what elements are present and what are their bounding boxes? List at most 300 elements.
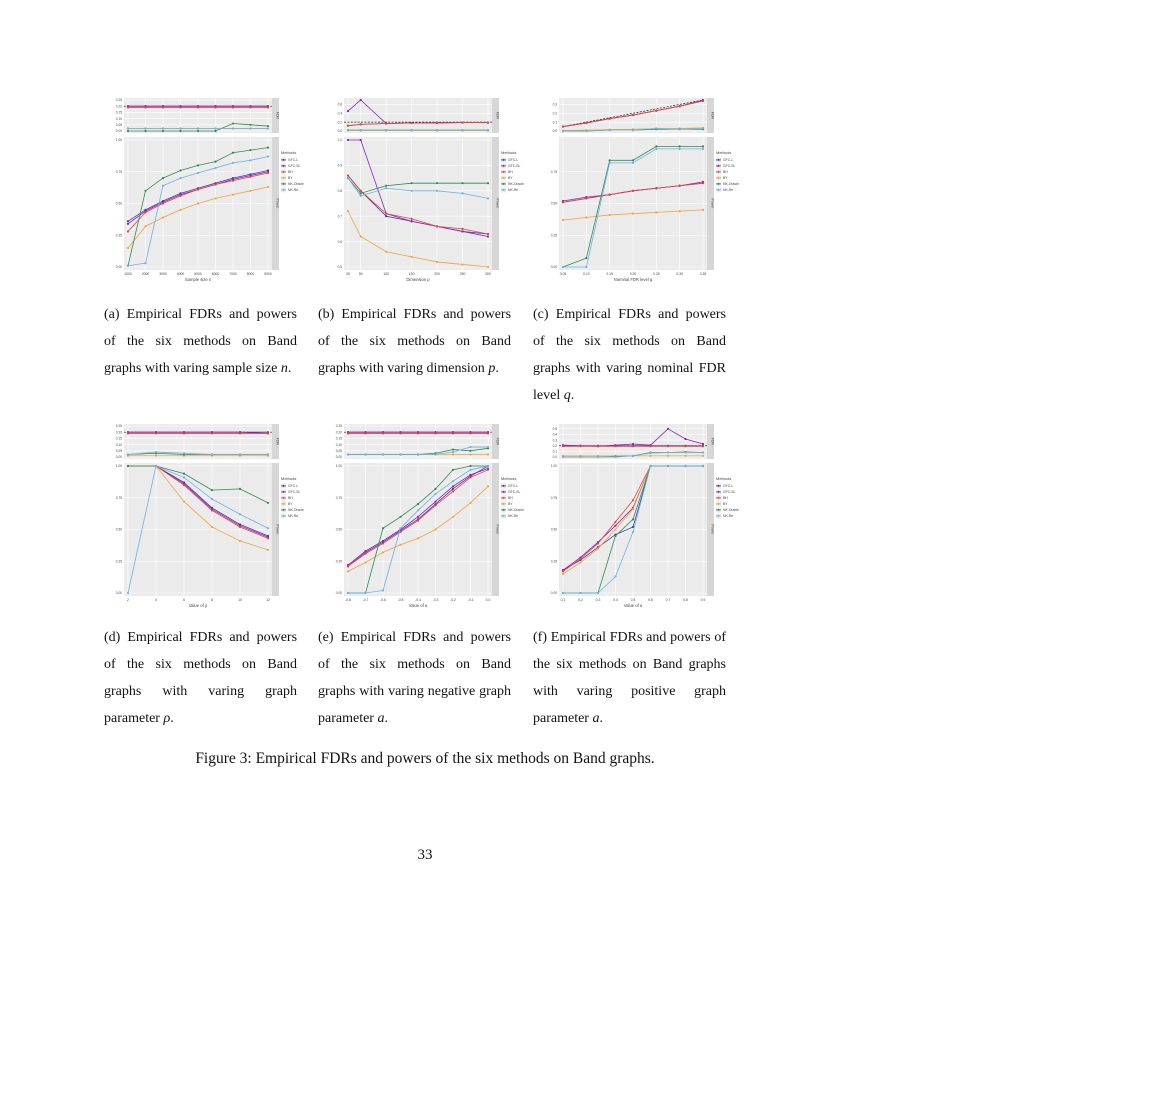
series-by-power-point <box>487 266 489 268</box>
legend-by-label: BY <box>723 502 728 507</box>
legend-by-marker <box>283 177 285 179</box>
series-nk-re-fdr-point <box>434 453 436 455</box>
legend-by-marker <box>718 177 720 179</box>
power-tick-label: 0.7 <box>337 214 342 219</box>
series-nk-re-power-point <box>487 465 489 467</box>
series-nk-oracle-power-point <box>197 164 199 166</box>
series-nk-re-power-point <box>452 480 454 482</box>
power-tick-label: 0.75 <box>115 169 122 174</box>
x-tick-label: -0.1 <box>467 598 474 602</box>
series-nk-oracle-power-point <box>399 516 401 518</box>
legend-gfc-l-label: GFC-L <box>723 158 734 163</box>
series-nk-re-fdr-point <box>411 129 413 131</box>
series-bh-power-point <box>162 202 164 204</box>
power-tick-label: 1.00 <box>335 464 342 469</box>
series-by-power-point <box>267 549 269 551</box>
series-bh-power-point <box>579 558 581 560</box>
series-by-power-point <box>585 216 587 218</box>
series-nk-re-fdr-point <box>487 129 489 131</box>
x-tick-label: 6 <box>183 598 185 602</box>
chart-e <box>320 418 524 630</box>
series-nk-oracle-fdr-point <box>179 130 181 132</box>
series-nk-oracle-power-point <box>679 145 681 147</box>
power-tick-label: 0.25 <box>550 233 557 238</box>
series-bh-fdr-point <box>127 106 129 108</box>
power-tick-label: 0.50 <box>550 201 557 206</box>
series-by-power-point <box>249 190 251 192</box>
series-gfc-sl-power-point <box>452 485 454 487</box>
power-strip-label: Power <box>710 524 715 535</box>
series-nk-re-power-point <box>585 266 587 268</box>
series-nk-oracle-power-point <box>267 147 269 149</box>
series-nk-re-fdr-point <box>197 127 199 129</box>
series-nk-re-fdr-point <box>579 456 581 458</box>
series-gfc-sl-fdr-point <box>632 443 634 445</box>
caption-e <box>318 624 511 732</box>
series-nk-re-power-point <box>267 527 269 529</box>
series-nk-re-fdr-point <box>487 446 489 448</box>
series-bh-fdr-point <box>347 125 349 127</box>
series-bh-fdr-point <box>127 432 129 434</box>
series-nk-re-fdr-point <box>232 127 234 129</box>
series-bh-power-point <box>214 183 216 185</box>
power-strip-label: Power <box>275 198 280 209</box>
legend-by-marker <box>283 503 285 505</box>
legend-bh-label: BH <box>508 496 513 501</box>
series-by-fdr-point <box>487 453 489 455</box>
power-tick-label: 0.00 <box>115 591 122 596</box>
legend-nk-oracle-marker <box>283 509 285 511</box>
series-nk-re-power-point <box>562 592 564 594</box>
series-nk-re-fdr-point <box>562 130 564 132</box>
series-nk-re-power-point <box>382 589 384 591</box>
series-bh-power-point <box>197 188 199 190</box>
series-by-power-point <box>487 485 489 487</box>
series-by-power-point <box>417 537 419 539</box>
series-nk-re-power-point <box>436 190 438 192</box>
power-tick-label: 0.25 <box>115 233 122 238</box>
series-bh-fdr-point <box>487 432 489 434</box>
legend-bh-label: BH <box>288 496 293 501</box>
series-nk-re-fdr-point <box>249 127 251 129</box>
legend-nk-re-marker <box>718 515 720 517</box>
x-tick-label: 50 <box>358 272 363 276</box>
series-bh-power-point <box>632 190 634 192</box>
series-bh-fdr-point <box>417 432 419 434</box>
series-nk-re-power-point <box>183 476 185 478</box>
x-tick-label: 150 <box>408 272 415 276</box>
fdr-tick-label: 0.15 <box>335 436 342 441</box>
series-by-power-point <box>579 561 581 563</box>
series-nk-re-fdr-point <box>632 129 634 131</box>
series-bh-fdr-point <box>452 432 454 434</box>
series-nk-re-fdr-point <box>585 130 587 132</box>
legend-gfc-l-marker <box>718 159 720 161</box>
series-bh-power-point <box>609 194 611 196</box>
series-bh-fdr-point <box>655 110 657 112</box>
series-bh-fdr-point <box>562 445 564 447</box>
x-tick-label: 0.20 <box>629 272 637 276</box>
x-tick-label: 0.0 <box>485 598 491 602</box>
fdr-tick-label: 0.2 <box>552 111 557 116</box>
series-by-fdr-point <box>667 455 669 457</box>
series-nk-re-fdr-point <box>702 127 704 129</box>
page-number: 33 <box>417 847 433 863</box>
series-bh-power-point <box>144 211 146 213</box>
series-bh-power-point <box>562 201 564 203</box>
legend-bh-label: BH <box>723 496 728 501</box>
x-tick-label: 8 <box>211 598 213 602</box>
series-bh-fdr-point <box>239 432 241 434</box>
x-tick-label: 6000 <box>211 272 220 276</box>
x-axis-label: Sample size n <box>184 277 212 282</box>
series-bh-fdr-point <box>434 432 436 434</box>
series-nk-re-fdr-point <box>179 127 181 129</box>
series-nk-re-power-point <box>614 575 616 577</box>
power-tick-label: 1.00 <box>550 464 557 469</box>
series-bh-power-point <box>702 182 704 184</box>
fdr-tick-label: 0.20 <box>115 430 122 435</box>
x-tick-label: 250 <box>459 272 466 276</box>
series-by-power-point <box>211 526 213 528</box>
series-nk-re-power-point <box>144 262 146 264</box>
legend-bh-marker <box>503 171 505 173</box>
series-bh-fdr-point <box>702 100 704 102</box>
series-by-power-point <box>597 547 599 549</box>
x-tick-label: 10 <box>238 598 242 602</box>
series-bh-power-point <box>267 537 269 539</box>
x-tick-label: 0.3 <box>595 598 601 602</box>
series-nk-oracle-power-point <box>214 160 216 162</box>
series-nk-re-power-point <box>211 498 213 500</box>
caption-text: Empirical FDRs and powers of the six methods on Band graphs with varing negative graph parameter <box>318 630 512 726</box>
series-gfc-sl-power-point <box>360 139 362 141</box>
series-nk-oracle-power-point <box>434 488 436 490</box>
series-nk-oracle-fdr-point <box>214 130 216 132</box>
series-gfc-sl-power-point <box>417 516 419 518</box>
series-nk-re-fdr-point <box>162 127 164 129</box>
series-nk-re-power-point <box>667 465 669 467</box>
power-tick-label: 0.50 <box>550 527 557 532</box>
series-nk-re-power-point <box>487 197 489 199</box>
series-nk-re-power-point <box>702 465 704 467</box>
series-nk-re-power-point <box>127 265 129 267</box>
series-bh-fdr-point <box>183 432 185 434</box>
fdr-tick-label: 0.2 <box>552 443 557 448</box>
series-nk-re-power-point <box>162 185 164 187</box>
caption-end: . <box>287 361 292 376</box>
x-tick-label: 3000 <box>159 272 167 276</box>
series-bh-fdr-point <box>179 106 181 108</box>
series-nk-re-power-point <box>417 509 419 511</box>
fdr-tick-label: 0.00 <box>115 455 122 460</box>
power-tick-label: 0.25 <box>115 559 122 564</box>
x-axis-label: Value of a <box>408 603 428 608</box>
power-tick-label: 0.50 <box>115 201 122 206</box>
x-tick-label: 0.10 <box>583 272 590 276</box>
series-by-power-point <box>347 210 349 212</box>
series-bh-power-point <box>183 484 185 486</box>
series-bh-fdr-point <box>360 123 362 125</box>
series-nk-re-power-point <box>434 493 436 495</box>
series-bh-fdr-point <box>585 122 587 124</box>
series-nk-re-fdr-point <box>436 129 438 131</box>
series-bh-fdr-point <box>702 445 704 447</box>
series-nk-re-power-point <box>632 162 634 164</box>
legend-nk-re-marker <box>503 515 505 517</box>
legend-nk-oracle-label: NK-Oracle <box>508 182 524 187</box>
series-by-power-point <box>232 194 234 196</box>
series-nk-re-power-point <box>655 148 657 150</box>
x-tick-label: -0.5 <box>397 598 404 602</box>
series-nk-re-fdr-point <box>609 129 611 131</box>
series-gfc-sl-power-point <box>382 540 384 542</box>
legend-by-marker <box>503 177 505 179</box>
legend-nk-re-label: NK-Re <box>288 514 299 519</box>
power-strip-label: Power <box>495 198 500 209</box>
legend-nk-oracle-label: NK-Oracle <box>508 508 524 513</box>
series-nk-re-power-point <box>562 266 564 268</box>
caption-b <box>318 301 511 382</box>
x-tick-label: 0.6 <box>648 598 653 602</box>
caption-var: p <box>488 361 496 376</box>
caption-text: Empirical FDRs and powers of the six methods on Band graphs with varing sample size <box>104 307 298 376</box>
x-tick-label: -0.6 <box>380 598 386 602</box>
series-nk-re-power-point <box>155 465 157 467</box>
legend-nk-oracle-marker <box>283 183 285 185</box>
power-tick-label: 0.25 <box>550 559 557 564</box>
legend-nk-re-label: NK-Re <box>288 188 299 193</box>
series-bh-power-point <box>382 542 384 544</box>
caption-a <box>104 301 297 382</box>
series-nk-oracle-fdr-point <box>127 130 129 132</box>
series-by-power-point <box>562 219 564 221</box>
legend-gfc-sl-marker <box>718 491 720 493</box>
series-nk-re-fdr-point <box>597 456 599 458</box>
x-tick-label: 0.35 <box>699 272 707 276</box>
series-nk-re-fdr-point <box>127 127 129 129</box>
legend-title: Methods <box>281 476 297 481</box>
series-bh-fdr-point <box>487 121 489 123</box>
x-tick-label: 2000 <box>141 272 150 276</box>
legend-nk-oracle-marker <box>503 509 505 511</box>
legend-title: Methods <box>716 150 732 155</box>
legend-bh-label: BH <box>508 170 513 175</box>
series-bh-fdr-point <box>461 121 463 123</box>
series-by-power-point <box>679 210 681 212</box>
fdr-tick-label: 0.05 <box>115 123 122 127</box>
series-bh-fdr-point <box>579 445 581 447</box>
series-nk-re-power-point <box>232 162 234 164</box>
legend-nk-re-label: NK-Re <box>508 514 519 519</box>
series-nk-oracle-power-point <box>461 182 463 184</box>
chart-c <box>535 92 739 304</box>
legend-gfc-sl-label: GFC-SL <box>508 164 521 169</box>
x-axis-label: Nominal FDR level q <box>613 277 653 282</box>
series-by-power-point <box>436 261 438 263</box>
series-bh-fdr-point <box>469 432 471 434</box>
series-nk-re-fdr-point <box>385 129 387 131</box>
series-nk-re-fdr-point <box>127 453 129 455</box>
series-nk-oracle-power-point <box>609 159 611 161</box>
legend-gfc-l-label: GFC-L <box>508 158 519 163</box>
legend-nk-re-label: NK-Re <box>508 188 519 193</box>
fdr-tick-label: 0.00 <box>115 129 122 134</box>
legend-gfc-l-label: GFC-L <box>288 484 299 489</box>
series-bh-power-point <box>436 225 438 227</box>
series-gfc-sl-fdr-point <box>702 443 704 445</box>
caption-text: Empirical FDRs and powers of the six methods on Band graphs with varing positive graph parameter <box>533 630 726 726</box>
x-tick-label: 0.5 <box>630 598 636 602</box>
series-bh-fdr-point <box>162 106 164 108</box>
x-tick-label: 0.1 <box>560 598 566 602</box>
series-nk-re-power-point <box>399 527 401 529</box>
legend-nk-oracle-marker <box>718 183 720 185</box>
series-nk-oracle-power-point <box>267 502 269 504</box>
power-tick-label: 0.00 <box>550 591 557 596</box>
legend-gfc-l-marker <box>283 485 285 487</box>
fdr-tick-label: 0.25 <box>335 424 342 429</box>
fdr-tick-label: 0.20 <box>335 430 342 435</box>
series-nk-oracle-power-point <box>487 182 489 184</box>
series-bh-power-point <box>487 469 489 471</box>
series-nk-oracle-fdr-point <box>144 130 146 132</box>
series-gfc-sl-power-point <box>127 223 129 225</box>
series-bh-fdr-point <box>232 106 234 108</box>
x-tick-label: 0.15 <box>606 272 613 276</box>
caption-label: (b) <box>318 307 335 322</box>
legend-by-label: BY <box>288 176 293 181</box>
legend-gfc-sl-marker <box>503 491 505 493</box>
x-tick-label: -0.2 <box>450 598 456 602</box>
legend-gfc-l-label: GFC-L <box>508 484 519 489</box>
power-strip-label: Power <box>275 524 280 535</box>
series-nk-re-fdr-point <box>267 453 269 455</box>
series-nk-oracle-power-point <box>127 465 129 467</box>
legend-title: Methods <box>281 150 297 155</box>
series-nk-re-power-point <box>360 195 362 197</box>
fdr-tick-label: 0.1 <box>552 449 557 454</box>
series-bh-power-point <box>249 176 251 178</box>
caption-c <box>533 301 726 409</box>
power-tick-label: 1.00 <box>115 464 122 469</box>
chart-b <box>320 92 524 304</box>
series-bh-fdr-point <box>385 122 387 124</box>
series-nk-re-fdr-point <box>562 456 564 458</box>
caption-label: (a) <box>104 307 120 322</box>
series-by-power-point <box>144 225 146 227</box>
series-bh-fdr-point <box>632 445 634 447</box>
legend-nk-oracle-label: NK-Oracle <box>288 508 304 513</box>
series-nk-re-power-point <box>649 465 651 467</box>
series-nk-re-power-point <box>214 167 216 169</box>
caption-end: . <box>495 361 499 376</box>
series-nk-re-power-point <box>597 592 599 594</box>
series-by-fdr-point <box>702 455 704 457</box>
caption-label: (e) <box>318 630 334 645</box>
series-by-power-point <box>614 528 616 530</box>
series-bh-power-point <box>267 172 269 174</box>
fdr-tick-label: 0.25 <box>115 424 122 429</box>
series-by-power-point <box>702 209 704 211</box>
series-gfc-sl-power-point <box>434 500 436 502</box>
legend-gfc-sl-label: GFC-SL <box>723 490 736 495</box>
legend-bh-marker <box>718 171 720 173</box>
series-bh-fdr-point <box>614 445 616 447</box>
series-gfc-sl-fdr-point <box>347 110 349 112</box>
series-bh-power-point <box>469 476 471 478</box>
series-bh-fdr-point <box>684 445 686 447</box>
series-nk-re-fdr-point <box>417 453 419 455</box>
fdr-tick-label: 0.15 <box>115 436 122 441</box>
series-nk-re-power-point <box>347 592 349 594</box>
fdr-panel-bg <box>344 98 492 133</box>
fdr-tick-label: 0.10 <box>335 442 342 447</box>
series-by-power-point <box>347 570 349 572</box>
series-by-fdr-point <box>452 453 454 455</box>
series-nk-oracle-power-point <box>655 145 657 147</box>
x-tick-label: 25 <box>346 272 350 276</box>
legend-nk-re-marker <box>718 189 720 191</box>
series-nk-oracle-power-point <box>179 169 181 171</box>
series-bh-fdr-point <box>597 445 599 447</box>
series-bh-fdr-point <box>382 432 384 434</box>
caption-text: Empirical FDRs and powers of the six methods on Band graphs with varing nominal FDR level <box>533 307 727 403</box>
caption-text: Empirical FDRs and powers of the six methods on Band graphs with varing dimension <box>318 307 512 376</box>
series-nk-oracle-power-point <box>417 503 419 505</box>
chart-f <box>535 418 739 630</box>
series-nk-re-fdr-point <box>347 129 349 131</box>
series-gfc-sl-power-point <box>461 230 463 232</box>
series-bh-power-point <box>411 218 413 220</box>
series-nk-re-fdr-point <box>360 129 362 131</box>
power-tick-label: 0.6 <box>337 239 342 244</box>
series-bh-power-point <box>347 174 349 176</box>
x-tick-label: 0.8 <box>683 598 688 602</box>
legend-gfc-sl-label: GFC-SL <box>508 490 521 495</box>
series-bh-fdr-point <box>364 432 366 434</box>
caption-end: . <box>170 711 174 726</box>
series-nk-oracle-power-point <box>385 185 387 187</box>
series-nk-oracle-power-point <box>239 488 241 490</box>
series-by-power-point <box>562 573 564 575</box>
caption-end: . <box>384 711 388 726</box>
x-tick-label: 12 <box>266 598 270 602</box>
caption-f <box>533 624 726 732</box>
x-axis-label: Value of ρ <box>188 603 208 608</box>
power-tick-label: 0.75 <box>550 169 557 174</box>
series-nk-re-power-point <box>461 192 463 194</box>
legend-bh-marker <box>503 497 505 499</box>
series-bh-power-point <box>679 185 681 187</box>
series-nk-re-fdr-point <box>183 452 185 454</box>
series-nk-re-fdr-point <box>214 127 216 129</box>
series-nk-oracle-fdr-point <box>197 130 199 132</box>
power-strip-label: Power <box>710 198 715 209</box>
series-nk-re-power-point <box>347 177 349 179</box>
series-nk-re-fdr-point <box>614 456 616 458</box>
series-bh-fdr-point <box>667 445 669 447</box>
series-nk-oracle-fdr-point <box>267 125 269 127</box>
subfigure-c <box>535 92 1165 304</box>
legend-by-marker <box>718 503 720 505</box>
power-tick-label: 0.75 <box>550 495 557 500</box>
series-bh-power-point <box>434 504 436 506</box>
series-by-power-point <box>469 502 471 504</box>
series-by-power-point <box>214 197 216 199</box>
power-tick-label: 0.25 <box>335 559 342 564</box>
caption-var: n <box>280 361 288 376</box>
